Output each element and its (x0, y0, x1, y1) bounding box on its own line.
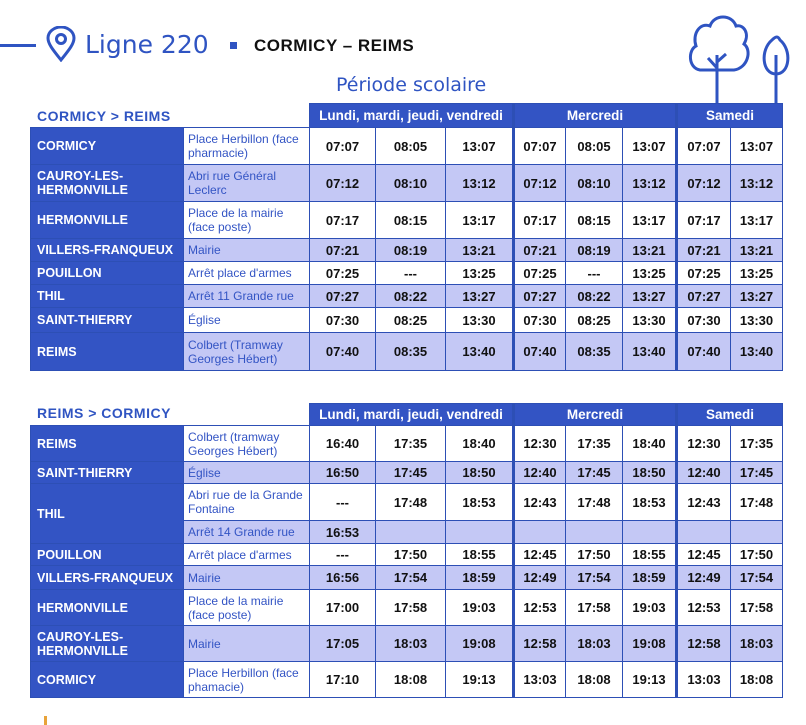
time-cell: 18:40 (446, 426, 514, 462)
city-cell: HERMONVILLE (31, 590, 184, 626)
time-cell: 18:55 (623, 544, 677, 566)
time-cell: 18:40 (623, 426, 677, 462)
time-cell: 08:19 (566, 239, 623, 262)
header-blank (31, 404, 310, 426)
time-cell: 07:30 (310, 308, 376, 333)
table-row (31, 333, 783, 371)
time-cell (731, 521, 783, 544)
stop-cell: Église (184, 462, 310, 484)
time-cell (514, 521, 566, 544)
header-wednesday: Mercredi (514, 104, 677, 128)
time-cell: 08:22 (566, 285, 623, 308)
time-cell: 13:25 (731, 262, 783, 285)
time-cell: 07:21 (677, 239, 731, 262)
header-row (31, 104, 783, 128)
time-cell: 19:08 (623, 626, 677, 662)
time-cell: 12:58 (677, 626, 731, 662)
time-cell: 18:03 (376, 626, 446, 662)
time-cell: 17:45 (566, 462, 623, 484)
time-cell: 17:50 (376, 544, 446, 566)
time-cell: 07:21 (310, 239, 376, 262)
separator-square (230, 42, 237, 49)
time-cell: 18:03 (566, 626, 623, 662)
time-cell: 17:00 (310, 590, 376, 626)
time-cell: 12:49 (514, 566, 566, 590)
time-cell: 19:03 (623, 590, 677, 626)
time-cell: 18:53 (623, 484, 677, 521)
line-name: Ligne 220 (85, 30, 209, 59)
time-cell: 12:43 (677, 484, 731, 521)
time-cell: 13:30 (731, 308, 783, 333)
time-cell: 07:07 (677, 128, 731, 165)
table-row (31, 626, 783, 662)
stop-cell: Place de la mairie (face poste) (184, 590, 310, 626)
trees-icon (686, 10, 806, 110)
time-cell: 13:21 (623, 239, 677, 262)
time-cell: 13:17 (446, 202, 514, 239)
time-cell: 17:48 (376, 484, 446, 521)
time-cell: 07:12 (514, 165, 566, 202)
time-cell: 17:50 (566, 544, 623, 566)
time-cell: 13:27 (623, 285, 677, 308)
time-cell: 13:30 (623, 308, 677, 333)
direction-inbound: REIMS > CORMICY (37, 405, 171, 421)
time-cell (623, 521, 677, 544)
time-cell: 07:17 (514, 202, 566, 239)
time-cell: 13:07 (623, 128, 677, 165)
time-cell: 08:05 (566, 128, 623, 165)
time-cell: 16:53 (310, 521, 376, 544)
city-cell: SAINT-THIERRY (31, 308, 184, 333)
time-cell: 08:10 (376, 165, 446, 202)
time-cell: 07:17 (310, 202, 376, 239)
time-cell: 08:25 (376, 308, 446, 333)
stop-cell: Abri rue Général Leclerc (184, 165, 310, 202)
table-row (31, 239, 783, 262)
time-cell: 19:13 (446, 662, 514, 698)
time-cell: 17:54 (566, 566, 623, 590)
time-cell: 16:40 (310, 426, 376, 462)
time-cell: 13:40 (731, 333, 783, 371)
time-cell: 12:43 (514, 484, 566, 521)
time-cell: 13:30 (446, 308, 514, 333)
time-cell: 07:40 (514, 333, 566, 371)
time-cell: 08:10 (566, 165, 623, 202)
time-cell: 13:25 (623, 262, 677, 285)
time-cell: 13:07 (446, 128, 514, 165)
time-cell: 17:58 (376, 590, 446, 626)
table-row (31, 462, 783, 484)
direction-outbound: CORMICY > REIMS (37, 108, 171, 124)
city-cell: VILLERS-FRANQUEUX (31, 566, 184, 590)
time-cell (376, 521, 446, 544)
time-cell: 12:40 (677, 462, 731, 484)
time-cell: 07:12 (310, 165, 376, 202)
time-cell: 13:27 (446, 285, 514, 308)
time-cell: 18:08 (566, 662, 623, 698)
time-cell: 13:17 (731, 202, 783, 239)
city-cell: CAUROY-LES-HERMONVILLE (31, 626, 184, 662)
time-cell: 07:27 (310, 285, 376, 308)
time-cell: 17:54 (376, 566, 446, 590)
table-row (31, 285, 783, 308)
timetable-outbound (30, 103, 783, 371)
stop-cell: Arrêt 11 Grande rue (184, 285, 310, 308)
time-cell: 13:03 (677, 662, 731, 698)
stop-cell: Abri rue de la Grande Fontaine (184, 484, 310, 521)
time-cell: 18:59 (446, 566, 514, 590)
time-cell: 17:45 (376, 462, 446, 484)
city-cell: SAINT-THIERRY (31, 462, 184, 484)
period-title: Période scolaire (336, 74, 487, 96)
time-cell: 07:30 (677, 308, 731, 333)
time-cell: 13:12 (446, 165, 514, 202)
city-cell: VILLERS-FRANQUEUX (31, 239, 184, 262)
time-cell: 18:55 (446, 544, 514, 566)
table-row (31, 202, 783, 239)
time-cell: 08:22 (376, 285, 446, 308)
time-cell: 07:27 (677, 285, 731, 308)
stop-cell: Église (184, 308, 310, 333)
stop-cell: Mairie (184, 626, 310, 662)
city-cell: THIL (31, 285, 184, 308)
time-cell: 12:40 (514, 462, 566, 484)
time-cell: 07:07 (310, 128, 376, 165)
time-cell: 12:45 (514, 544, 566, 566)
time-cell: 17:10 (310, 662, 376, 698)
time-cell (566, 521, 623, 544)
time-cell: 17:58 (731, 590, 783, 626)
city-cell: CORMICY (31, 128, 184, 165)
table-row (31, 662, 783, 698)
city-cell: REIMS (31, 426, 184, 462)
header-blank (31, 104, 310, 128)
time-cell: 07:40 (677, 333, 731, 371)
time-cell: 12:30 (677, 426, 731, 462)
time-cell: 12:49 (677, 566, 731, 590)
time-cell: 18:08 (731, 662, 783, 698)
header-rule (0, 44, 36, 47)
time-cell: 13:27 (731, 285, 783, 308)
table-row (31, 165, 783, 202)
time-cell: --- (310, 484, 376, 521)
time-cell: 07:17 (677, 202, 731, 239)
stop-cell: Mairie (184, 566, 310, 590)
city-cell: POUILLON (31, 544, 184, 566)
time-cell: 13:03 (514, 662, 566, 698)
time-cell: 12:53 (677, 590, 731, 626)
stop-cell: Colbert (Tramway Georges Hébert) (184, 333, 310, 371)
header-wednesday: Mercredi (514, 404, 677, 426)
stop-cell: Mairie (184, 239, 310, 262)
city-cell: HERMONVILLE (31, 202, 184, 239)
time-cell: 13:21 (731, 239, 783, 262)
time-cell: 07:07 (514, 128, 566, 165)
time-cell: 17:48 (566, 484, 623, 521)
city-cell: POUILLON (31, 262, 184, 285)
time-cell: 13:40 (623, 333, 677, 371)
time-cell: 13:12 (731, 165, 783, 202)
stop-cell: Place Herbillon (face phamacie) (184, 662, 310, 698)
header-saturday: Samedi (677, 404, 783, 426)
time-cell (446, 521, 514, 544)
time-cell: 16:56 (310, 566, 376, 590)
time-cell: 08:05 (376, 128, 446, 165)
city-cell: THIL (31, 484, 184, 544)
table-row (31, 544, 783, 566)
time-cell: 07:30 (514, 308, 566, 333)
time-cell: 13:25 (446, 262, 514, 285)
table-row (31, 308, 783, 333)
time-cell: 18:50 (623, 462, 677, 484)
time-cell: 08:25 (566, 308, 623, 333)
stop-cell: Arrêt 14 Grande rue (184, 521, 310, 544)
time-cell: 07:12 (677, 165, 731, 202)
time-cell: 17:05 (310, 626, 376, 662)
time-cell: 12:45 (677, 544, 731, 566)
time-cell: 18:53 (446, 484, 514, 521)
time-cell: 17:45 (731, 462, 783, 484)
time-cell: 17:35 (566, 426, 623, 462)
stop-cell: Arrêt place d'armes (184, 544, 310, 566)
stop-cell: Place de la mairie (face poste) (184, 202, 310, 239)
time-cell: 18:50 (446, 462, 514, 484)
time-cell: --- (310, 544, 376, 566)
time-cell: 08:15 (376, 202, 446, 239)
time-cell: 19:03 (446, 590, 514, 626)
table-row (31, 566, 783, 590)
city-cell: CAUROY-LES-HERMONVILLE (31, 165, 184, 202)
time-cell: 08:15 (566, 202, 623, 239)
time-cell: 13:12 (623, 165, 677, 202)
time-cell: 13:07 (731, 128, 783, 165)
stop-cell: Place Herbillon (face pharmacie) (184, 128, 310, 165)
stop-cell: Colbert (tramway Georges Hébert) (184, 426, 310, 462)
time-cell: --- (376, 262, 446, 285)
time-cell: 13:21 (446, 239, 514, 262)
city-cell: REIMS (31, 333, 184, 371)
time-cell: 13:17 (623, 202, 677, 239)
time-cell: 18:59 (623, 566, 677, 590)
time-cell: 16:50 (310, 462, 376, 484)
table-row (31, 128, 783, 165)
time-cell: 19:13 (623, 662, 677, 698)
time-cell: 17:35 (731, 426, 783, 462)
time-cell: 07:25 (677, 262, 731, 285)
location-pin-icon (44, 26, 78, 62)
route-title: CORMICY – REIMS (254, 36, 415, 55)
time-cell: 12:30 (514, 426, 566, 462)
header-weekdays: Lundi, mardi, jeudi, vendredi (310, 404, 514, 426)
time-cell: 07:25 (310, 262, 376, 285)
table-row (31, 484, 783, 521)
time-cell: 08:35 (566, 333, 623, 371)
time-cell: 07:40 (310, 333, 376, 371)
time-cell: 17:54 (731, 566, 783, 590)
header-row (31, 404, 783, 426)
stop-cell: Arrêt place d'armes (184, 262, 310, 285)
time-cell: 19:08 (446, 626, 514, 662)
time-cell: 07:25 (514, 262, 566, 285)
time-cell: 12:58 (514, 626, 566, 662)
time-cell: 17:50 (731, 544, 783, 566)
table-row (31, 426, 783, 462)
time-cell: 18:08 (376, 662, 446, 698)
time-cell: 08:35 (376, 333, 446, 371)
time-cell: 17:35 (376, 426, 446, 462)
time-cell: --- (566, 262, 623, 285)
header-weekdays: Lundi, mardi, jeudi, vendredi (310, 104, 514, 128)
time-cell: 12:53 (514, 590, 566, 626)
timetable-inbound (30, 403, 783, 698)
table-row (31, 590, 783, 626)
time-cell: 08:19 (376, 239, 446, 262)
time-cell: 18:03 (731, 626, 783, 662)
time-cell: 17:58 (566, 590, 623, 626)
bottom-accent (44, 716, 47, 725)
time-cell: 13:40 (446, 333, 514, 371)
time-cell: 07:27 (514, 285, 566, 308)
time-cell: 17:48 (731, 484, 783, 521)
time-cell: 07:21 (514, 239, 566, 262)
header-saturday: Samedi (677, 104, 783, 128)
city-cell: CORMICY (31, 662, 184, 698)
time-cell (677, 521, 731, 544)
table-row (31, 262, 783, 285)
